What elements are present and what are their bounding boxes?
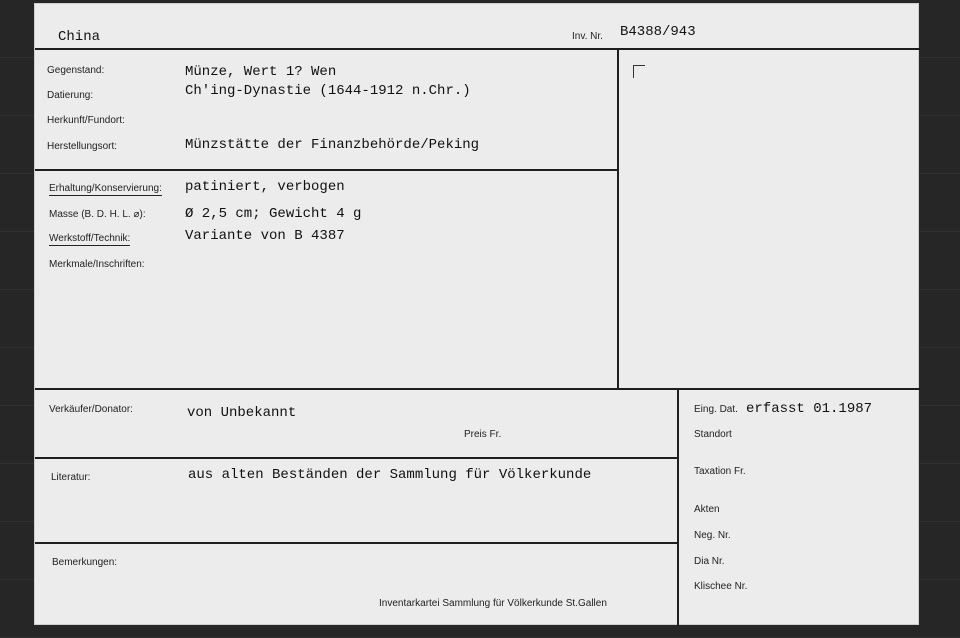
card-footer: Inventarkartei Sammlung für Völkerkunde St.Gallen <box>379 598 607 609</box>
klischee-nr-label: Klischee Nr. <box>694 581 748 592</box>
divider-header <box>35 48 920 50</box>
eing-dat-label: Eing. Dat. <box>694 404 738 415</box>
region-value: China <box>58 29 101 45</box>
werkstoff-label: Werkstoff/Technik: <box>49 233 131 244</box>
preis-label: Preis Fr. <box>464 429 502 440</box>
inv-nr-label: Inv. Nr. <box>572 31 603 42</box>
divider-section3 <box>35 457 678 459</box>
inventory-card <box>34 3 919 625</box>
gegenstand-label: Gegenstand: <box>47 65 105 76</box>
dia-nr-label: Dia Nr. <box>694 556 725 567</box>
masse-label: Masse (B. D. H. L. ⌀): <box>49 209 146 220</box>
inv-nr-value: B4388/943 <box>620 24 696 40</box>
herstellungsort-label: Herstellungsort: <box>47 141 118 152</box>
divider-section4 <box>35 542 678 544</box>
neg-nr-label: Neg. Nr. <box>694 530 731 541</box>
gegenstand-value: Münze, Wert 1? Wen <box>185 64 337 80</box>
werkstoff-value: Variante von B 4387 <box>185 228 345 244</box>
literatur-value: aus alten Beständen der Sammlung für Völkerkunde <box>188 467 592 483</box>
corner-mark <box>633 65 645 78</box>
erhaltung-label: Erhaltung/Konservierung: <box>49 183 162 194</box>
datierung-label: Datierung: <box>47 90 94 101</box>
datierung-value: Ch'ing-Dynastie (1644-1912 n.Chr.) <box>185 83 471 99</box>
divider-section1 <box>35 169 618 171</box>
herstellungsort-value: Münzstätte der Finanzbehörde/Peking <box>185 137 480 153</box>
bemerkungen-label: Bemerkungen: <box>52 557 118 568</box>
literatur-label: Literatur: <box>51 472 91 483</box>
verkaeufer-value: von Unbekannt <box>187 405 297 421</box>
divider-vertical-lower <box>677 390 679 626</box>
verkaeufer-label: Verkäufer/Donator: <box>49 404 133 415</box>
erhaltung-value: patiniert, verbogen <box>185 179 345 195</box>
masse-value: Ø 2,5 cm; Gewicht 4 g <box>185 206 362 222</box>
akten-label: Akten <box>694 504 720 515</box>
eing-dat-value: erfasst 01.1987 <box>746 401 873 417</box>
divider-vertical-upper <box>617 50 619 390</box>
standort-label: Standort <box>694 429 732 440</box>
merkmale-label: Merkmale/Inschriften: <box>49 259 145 270</box>
taxation-label: Taxation Fr. <box>694 466 746 477</box>
herkunft-label: Herkunft/Fundort: <box>47 115 125 126</box>
divider-middle <box>35 388 920 390</box>
